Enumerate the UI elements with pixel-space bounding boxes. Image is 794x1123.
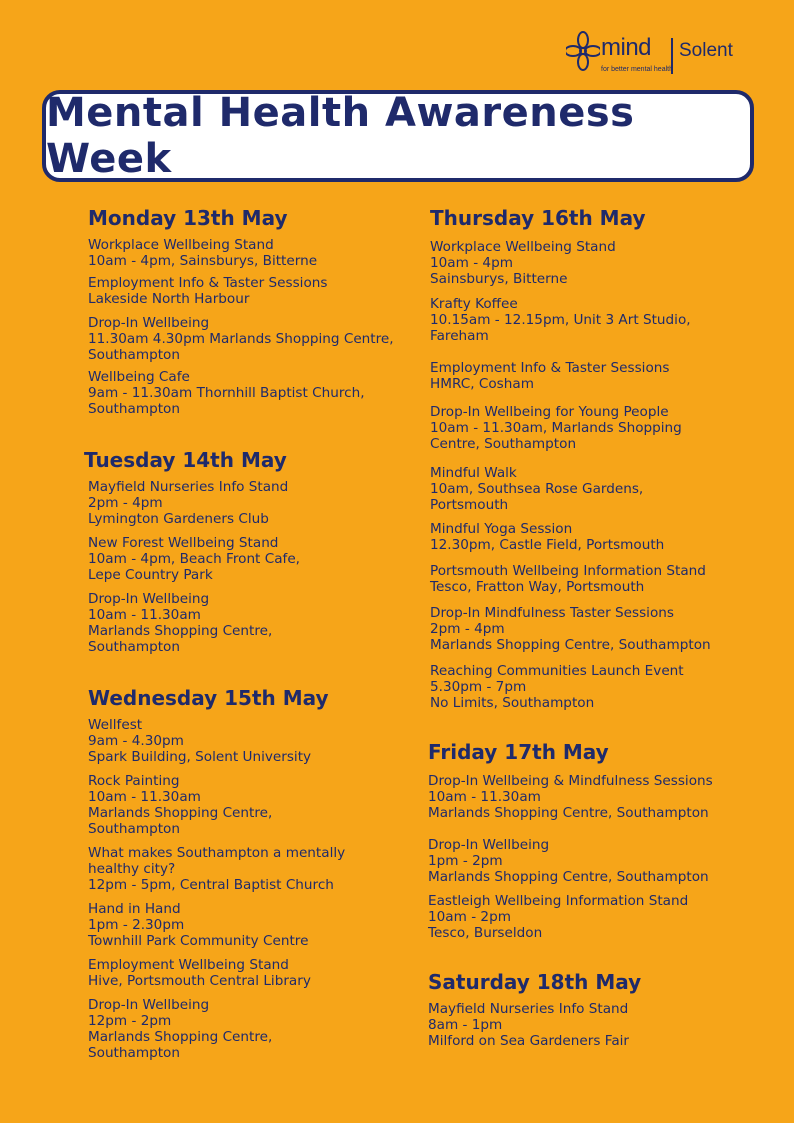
event-detail: 10am - 11.30am	[428, 789, 541, 805]
event-detail: Marlands Shopping Centre,	[88, 1029, 273, 1045]
logo-tagline: for better mental health	[601, 66, 673, 73]
day-heading-thursday: Thursday 16th May	[430, 206, 646, 230]
event-title: Drop-In Wellbeing	[88, 315, 210, 331]
event-detail: 12pm - 2pm	[88, 1013, 172, 1029]
event-detail: Fareham	[430, 328, 489, 344]
event	[88, 773, 408, 837]
event	[430, 605, 758, 653]
event	[88, 845, 408, 893]
event-title: Drop-In Wellbeing	[88, 591, 210, 607]
event-detail: 11.30am 4.30pm Marlands Shopping Centre,	[88, 331, 394, 347]
event-detail: 12pm - 5pm, Central Baptist Church	[88, 877, 334, 893]
event	[88, 237, 408, 269]
event	[428, 837, 758, 885]
event-detail: 10.15am - 12.15pm, Unit 3 Art Studio,	[430, 312, 691, 328]
event	[430, 360, 758, 392]
event-detail: Marlands Shopping Centre, Southampton	[430, 637, 711, 653]
event-detail: Lymington Gardeners Club	[88, 511, 269, 527]
schedule-left-column	[84, 205, 408, 1061]
event-title: Drop-In Wellbeing	[88, 997, 210, 1013]
event	[88, 535, 408, 583]
event-title: What makes Southampton a mentally	[88, 845, 346, 861]
event-title: Mindful Yoga Session	[430, 521, 573, 537]
event-detail: 10am, Southsea Rose Gardens,	[430, 481, 644, 497]
event-detail: Townhill Park Community Centre	[88, 933, 309, 949]
event-title: Krafty Koffee	[430, 296, 518, 312]
event-title: Drop-In Wellbeing	[428, 837, 550, 853]
mind-flower-icon	[566, 30, 600, 76]
event	[88, 997, 408, 1061]
event-title: Mayfield Nurseries Info Stand	[88, 479, 289, 495]
event	[430, 465, 758, 513]
event-detail: 8am - 1pm	[428, 1017, 503, 1033]
event	[88, 901, 408, 949]
event-title: Rock Painting	[88, 773, 180, 789]
event-title: Workplace Wellbeing Stand	[88, 237, 274, 253]
event-detail: 2pm - 4pm	[88, 495, 163, 511]
event-title: Drop-In Mindfulness Taster Sessions	[430, 605, 674, 621]
title-banner	[42, 90, 754, 182]
event-detail: 10am - 11.30am, Marlands Shopping	[430, 420, 682, 436]
event	[428, 893, 758, 941]
event-detail: 5.30pm - 7pm	[430, 679, 527, 695]
event-detail: 12.30pm, Castle Field, Portsmouth	[430, 537, 665, 553]
event-title: New Forest Wellbeing Stand	[88, 535, 279, 551]
event-detail: 10am - 11.30am	[88, 607, 201, 623]
event	[430, 663, 758, 711]
event-title: Reaching Communities Launch Event	[430, 663, 684, 679]
event	[430, 404, 758, 452]
event-detail: Tesco, Burseldon	[428, 925, 543, 941]
event	[428, 1001, 758, 1049]
event-detail: Southampton	[88, 401, 180, 417]
event-title: Hand in Hand	[88, 901, 181, 917]
day-heading-monday: Monday 13th May	[88, 206, 288, 230]
event	[88, 315, 408, 363]
day-heading-friday: Friday 17th May	[428, 740, 609, 764]
event-title: Drop-In Wellbeing for Young People	[430, 404, 669, 420]
event-detail: 9am - 4.30pm	[88, 733, 184, 749]
event	[430, 563, 758, 595]
event-title: Employment Wellbeing Stand	[88, 957, 289, 973]
event-detail: 10am - 4pm, Sainsburys, Bitterne	[88, 253, 318, 269]
event-detail: Portsmouth	[430, 497, 509, 513]
event-detail: Lepe Country Park	[88, 567, 213, 583]
event-detail: 9am - 11.30am Thornhill Baptist Church,	[88, 385, 365, 401]
event-detail: Southampton	[88, 821, 180, 837]
event-detail: Tesco, Fratton Way, Portsmouth	[430, 579, 645, 595]
event-detail: Milford on Sea Gardeners Fair	[428, 1033, 630, 1049]
event-detail: healthy city?	[88, 861, 176, 877]
event	[430, 239, 758, 287]
event-title: Portsmouth Wellbeing Information Stand	[430, 563, 706, 579]
event-title: Mayfield Nurseries Info Stand	[428, 1001, 629, 1017]
event-detail: 10am - 2pm	[428, 909, 511, 925]
event-detail: Southampton	[88, 347, 180, 363]
event	[88, 275, 408, 307]
page-title: Mental Health Awareness Week	[46, 90, 635, 182]
day-heading-saturday: Saturday 18th May	[428, 970, 642, 994]
event	[88, 479, 408, 527]
event-title: Drop-In Wellbeing & Mindfulness Sessions	[428, 773, 713, 789]
logo-region: Solent	[679, 40, 733, 61]
schedule-right-column	[428, 205, 758, 1049]
event	[430, 296, 758, 344]
event	[88, 717, 408, 765]
logo-brand: mind	[601, 34, 652, 61]
event-detail: No Limits, Southampton	[430, 695, 595, 711]
event-detail: Marlands Shopping Centre, Southampton	[428, 805, 709, 821]
event-detail: Southampton	[88, 1045, 180, 1061]
event	[88, 957, 408, 989]
event-title: Wellbeing Cafe	[88, 369, 190, 385]
event-detail: Sainsburys, Bitterne	[430, 271, 568, 287]
event-title: Employment Info & Taster Sessions	[430, 360, 670, 376]
event	[88, 369, 408, 417]
event-detail: 10am - 4pm, Beach Front Cafe,	[88, 551, 301, 567]
event-detail: HMRC, Cosham	[430, 376, 534, 392]
event	[428, 773, 758, 821]
event-title: Wellfest	[88, 717, 143, 733]
event-detail: 1pm - 2.30pm	[88, 917, 185, 933]
event-detail: 10am - 4pm	[430, 255, 513, 271]
event-detail: Marlands Shopping Centre,	[88, 623, 273, 639]
mind-solent-logo	[566, 30, 756, 82]
event-title: Workplace Wellbeing Stand	[430, 239, 616, 255]
event-detail: Hive, Portsmouth Central Library	[88, 973, 311, 989]
event-title: Mindful Walk	[430, 465, 517, 481]
event-detail: 2pm - 4pm	[430, 621, 505, 637]
event-detail: Southampton	[88, 639, 180, 655]
event-title: Employment Info & Taster Sessions	[88, 275, 328, 291]
event-detail: 10am - 11.30am	[88, 789, 201, 805]
event-title: Eastleigh Wellbeing Information Stand	[428, 893, 689, 909]
event-detail: Spark Building, Solent University	[88, 749, 312, 765]
day-heading-tuesday: Tuesday 14th May	[84, 448, 287, 472]
event-detail: Marlands Shopping Centre, Southampton	[428, 869, 709, 885]
event-detail: 1pm - 2pm	[428, 853, 503, 869]
event	[88, 591, 408, 655]
event-detail: Lakeside North Harbour	[88, 291, 250, 307]
event-detail: Centre, Southampton	[430, 436, 577, 452]
event-detail: Marlands Shopping Centre,	[88, 805, 273, 821]
event	[430, 521, 758, 553]
day-heading-wednesday: Wednesday 15th May	[88, 686, 329, 710]
